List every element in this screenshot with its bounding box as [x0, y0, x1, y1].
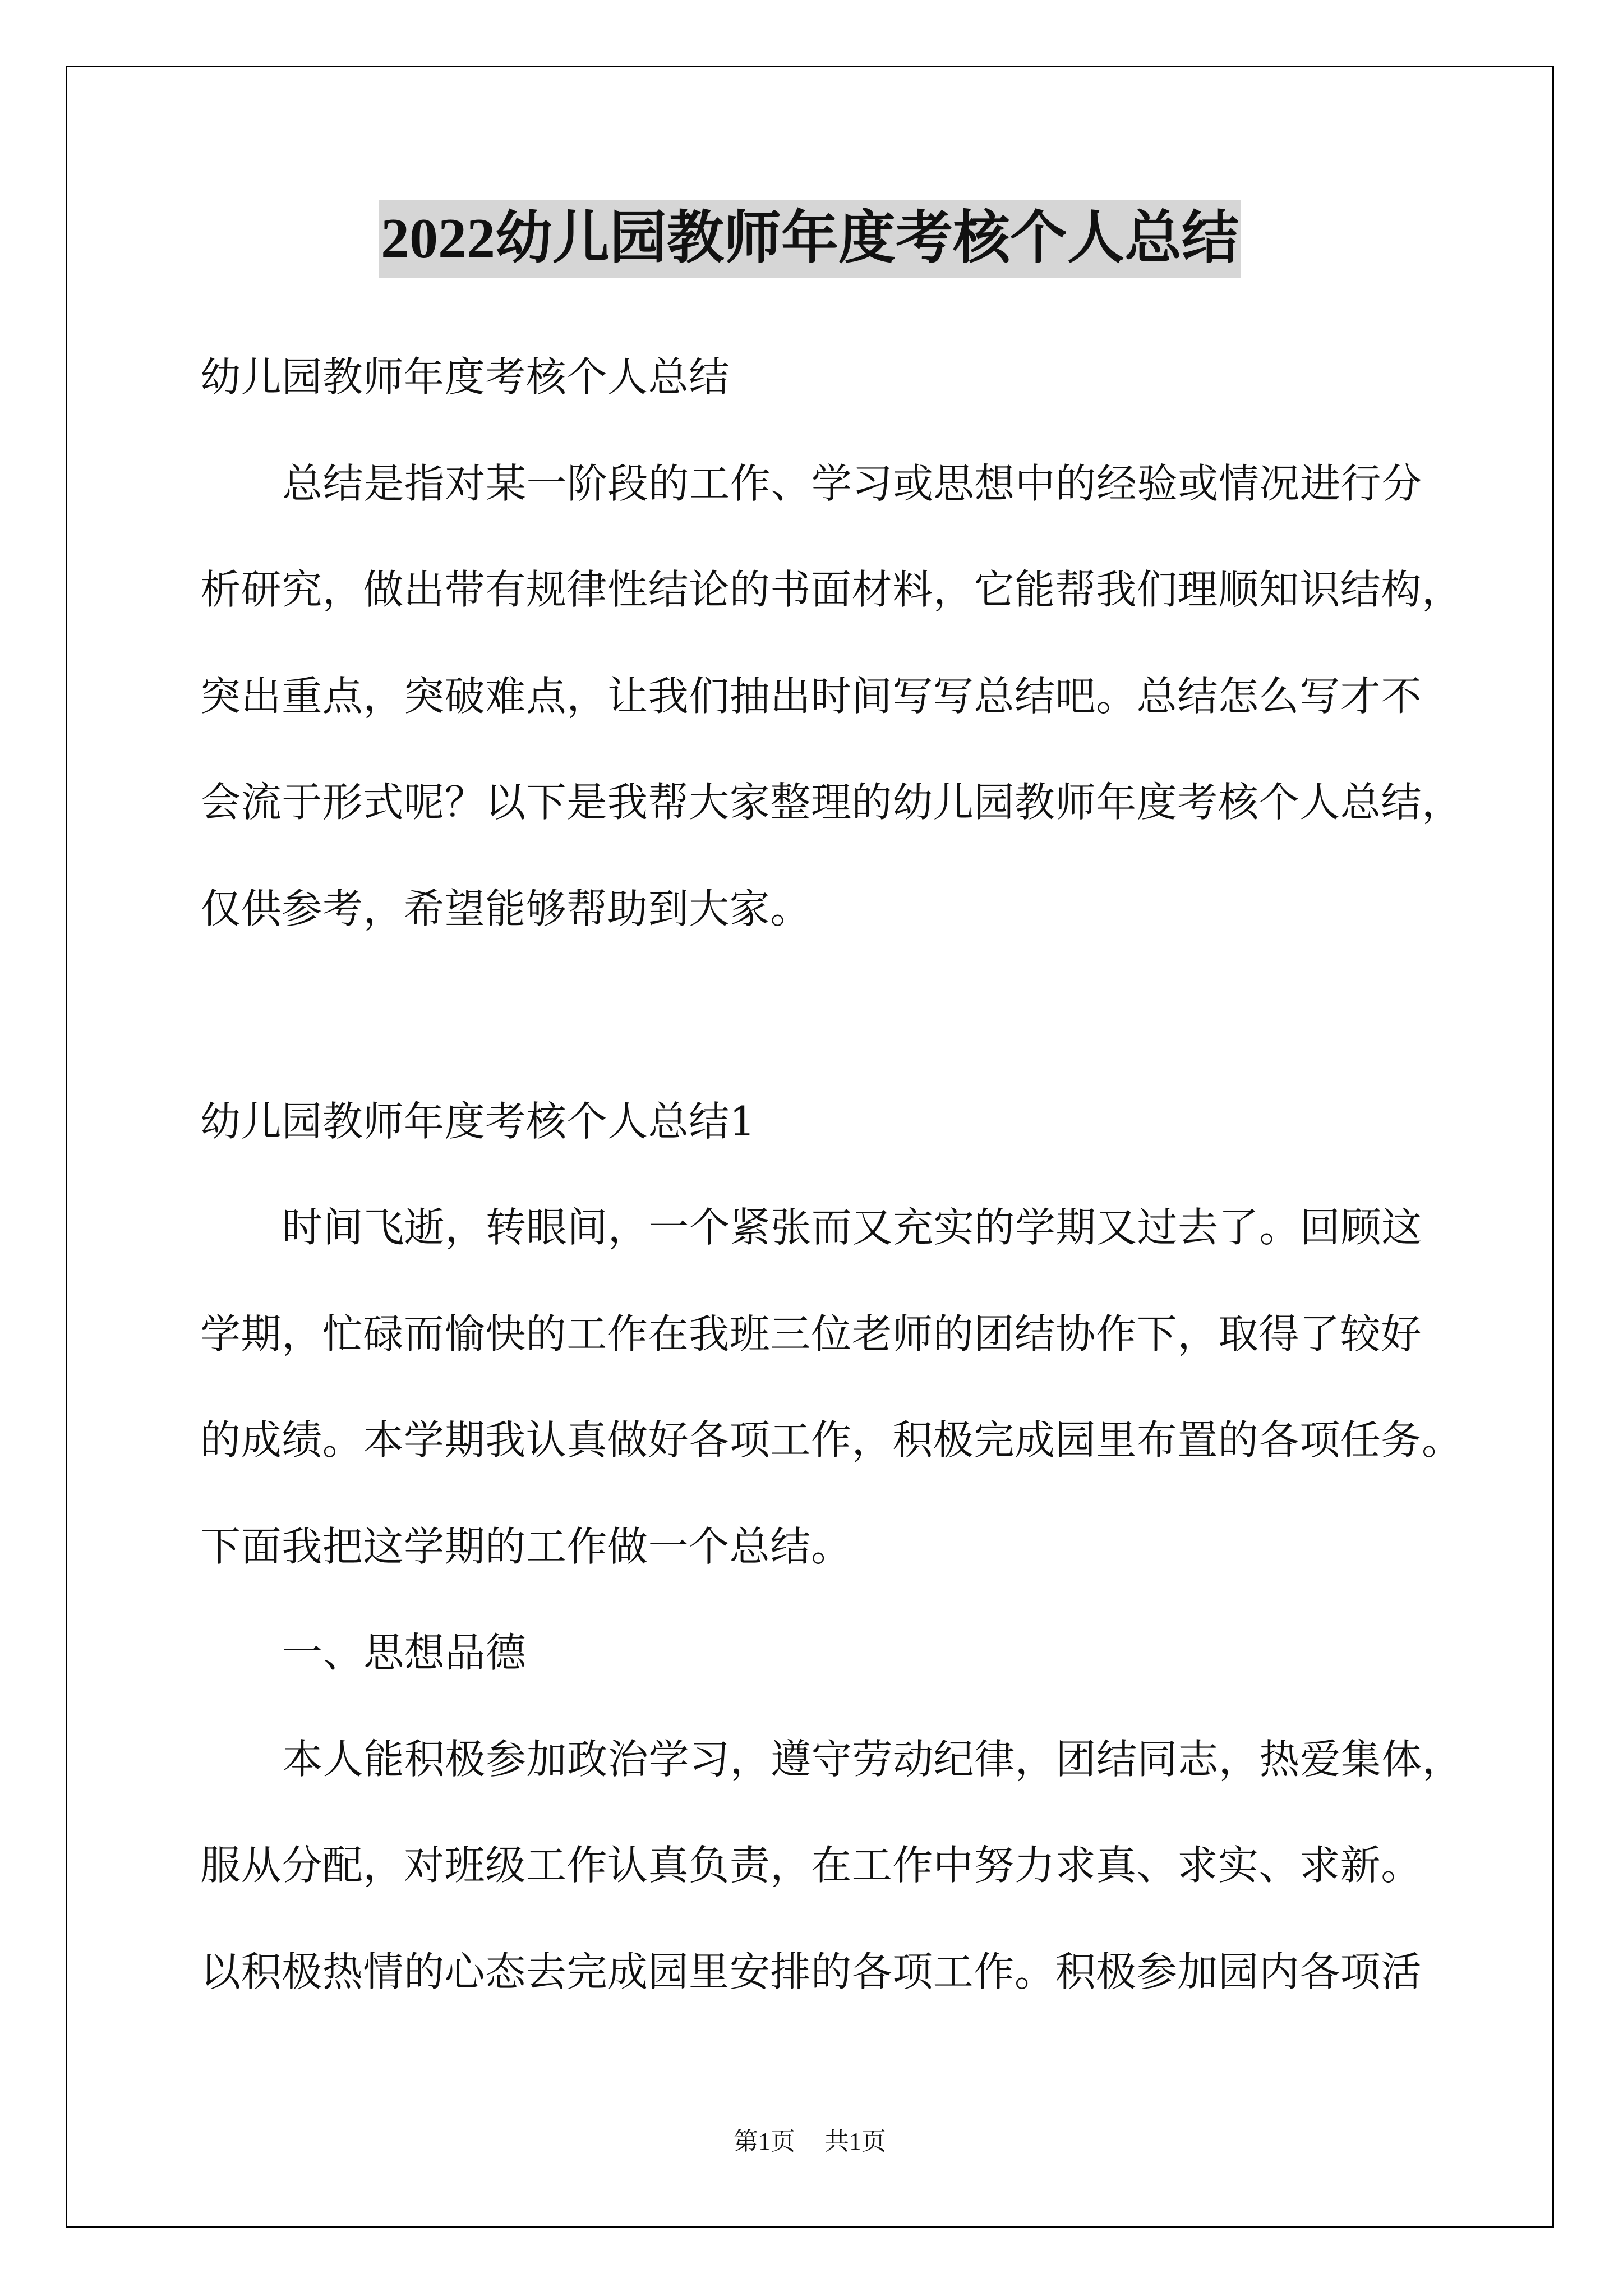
- intro-line: 总结是指对某一阶段的工作、学习或思想中的经验或情况进行分: [282, 459, 1422, 507]
- paragraph-line: 本人能积极参加政治学习，遵守劳动纪律，团结同志，热爱集体，: [282, 1735, 1463, 1783]
- blank-line: [200, 962, 1535, 1069]
- intro-line: 析研究，做出带有规律性结论的书面材料，它能帮我们理顺知识结构，: [200, 566, 1463, 613]
- paragraph-line: 学期，忙碌而愉快的工作在我班三位老师的团结协作下，取得了较好: [200, 1310, 1422, 1358]
- paragraph-line: 下面我把这学期的工作做一个总结。: [200, 1522, 852, 1570]
- paragraph-line: 的成绩。本学期我认真做好各项工作，积极完成园里布置的各项任务。: [200, 1416, 1463, 1464]
- page-number: 第1页: [734, 2128, 795, 2155]
- document-title: 2022幼儿园教师年度考核个人总结: [379, 200, 1241, 278]
- paragraph-line: 以积极热情的心态去完成园里安排的各项工作。积极参加园内各项活: [200, 1948, 1422, 1995]
- paragraph-line: 服从分配，对班级工作认真负责，在工作中努力求真、求实、求新。: [200, 1842, 1422, 1889]
- section-subheading: 一、思想品德: [282, 1629, 527, 1676]
- page-footer: [66, 2126, 1554, 2157]
- intro-line: 会流于形式呢？以下是我帮大家整理的幼儿园教师年度考核个人总结，: [200, 779, 1463, 826]
- document-body: [200, 324, 1535, 2025]
- paragraph-line: 时间飞逝，转眼间，一个紧张而又充实的学期又过去了。回顾这: [282, 1204, 1422, 1251]
- page-total: 共1页: [824, 2128, 886, 2155]
- intro-line: 仅供参考，希望能够帮助到大家。: [200, 885, 811, 932]
- title-container: [66, 200, 1554, 278]
- section-heading: 幼儿园教师年度考核个人总结1: [200, 1097, 756, 1145]
- intro-line: 突出重点，突破难点，让我们抽出时间写写总结吧。总结怎么写才不: [200, 672, 1422, 720]
- document-subtitle: 幼儿园教师年度考核个人总结: [200, 353, 730, 401]
